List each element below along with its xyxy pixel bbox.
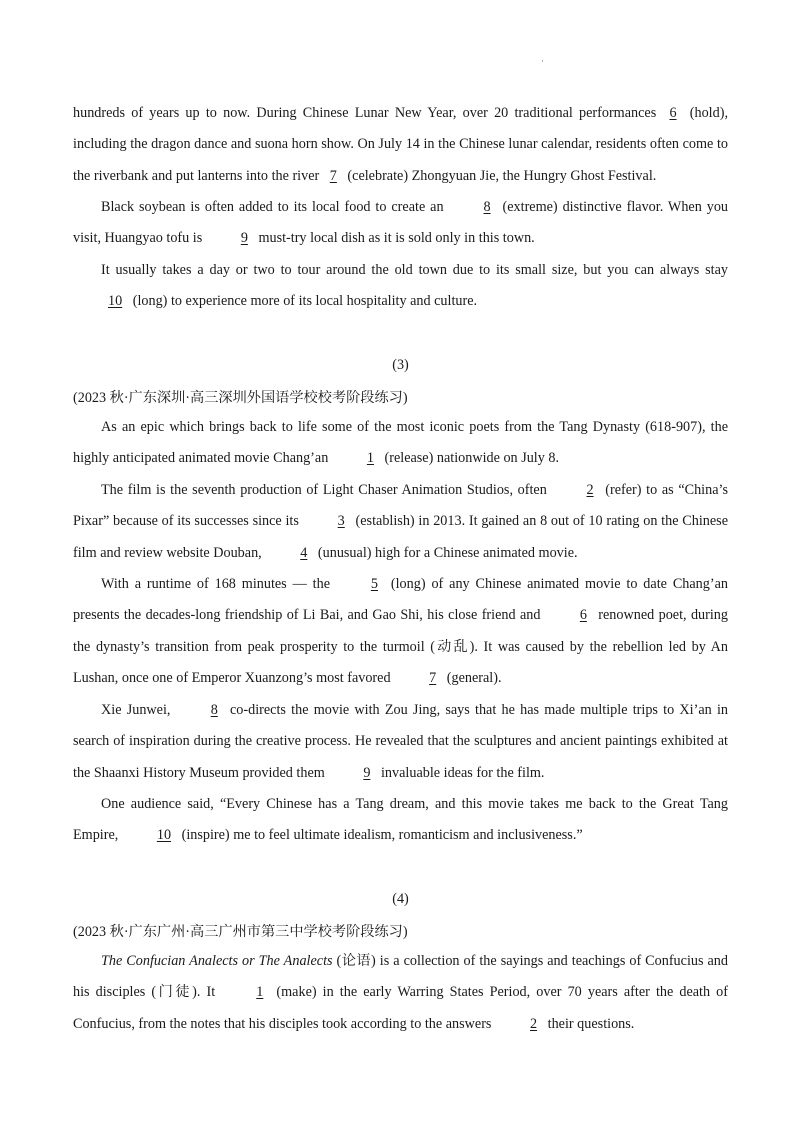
paragraph-s3-p4: Xie Junwei, 8 co-directs the movie with Zou Jing, says that he has made multiple trips to Xi’an in search of inspiration during the creative process. He revealed that the sculptures and ancient paintings exhibited at the Shaanxi History Museum provided them 9 invaluable ideas for the film. [73, 695, 728, 789]
book-title: The Confucian Analects or The Analects [101, 953, 333, 969]
blank-s3-3[interactable]: 3 [337, 513, 345, 530]
blank-s2-7[interactable]: 7 [329, 167, 337, 184]
paragraph-s2-p1: hundreds of years up to now. During Chinese Lunar New Year, over 20 traditional performances 6 (hold), including the dragon dance and suona horn show. On July 14 in the Chinese lunar calendar, residents often come to the riverbank and put lanterns into the river 7 (celebrate) Zhongyuan Jie, the Hungry Ghost Festival. [73, 98, 728, 192]
blank-s3-10[interactable]: 10 [156, 827, 172, 844]
blank-s3-1[interactable]: 1 [366, 450, 374, 467]
blank-s3-4[interactable]: 4 [300, 544, 308, 561]
section-number-3: (3) [392, 357, 409, 373]
blank-s3-2[interactable]: 2 [586, 482, 594, 498]
blank-s2-9[interactable]: 9 [240, 230, 248, 247]
paragraph-s3-p2: The film is the seventh production of Light Chaser Animation Studios, often 2 (refer) to as “China’s Pixar” because of its successes since its 3 (establish) in 2013. It gained an 8 out of 10 rating on the Chinese film and review website Douban, 4 (unusual) high for a Chinese animated movie. [73, 475, 728, 569]
paragraph-s2-p3: It usually takes a day or two to tour around the old town due to its small size, but you can always stay 10 (long) to experience more of its local hospitality and culture. [73, 255, 728, 318]
section-source-3: (2023 秋·广东深圳·高三深圳外国语学校校考阶段练习) [73, 390, 408, 406]
paragraph-s4-p1: The Confucian Analects or The Analects (论语) is a collection of the sayings and teachings of Confucius and his disciples (门徒). It 1 (make) in the early Warring States Period, over 70 years after the death of Confucius, from the notes that his disciples took according to the answers 2 their questions. [73, 946, 728, 1040]
blank-s2-6[interactable]: 6 [669, 105, 677, 121]
section-source-4: (2023 秋·广东广州·高三广州市第三中学校考阶段练习) [73, 924, 408, 940]
blank-s3-5[interactable]: 5 [370, 576, 378, 592]
blank-s4-2[interactable]: 2 [530, 1015, 538, 1032]
paragraph-s3-p5: One audience said, “Every Chinese has a Tang dream, and this movie takes me back to the Great Tang Empire, 10 (inspire) me to feel ultimate idealism, romanticism and inclusiveness.” [73, 789, 728, 852]
blank-s4-1[interactable]: 1 [256, 984, 264, 1001]
blank-s3-7[interactable]: 7 [429, 669, 437, 686]
blank-s3-6[interactable]: 6 [579, 607, 587, 624]
blank-s2-10[interactable]: 10 [108, 293, 123, 310]
blank-s2-8[interactable]: 8 [483, 199, 491, 215]
section-number-4: (4) [392, 891, 409, 907]
paragraph-s3-p1: As an epic which brings back to life some of the most iconic poets from the Tang Dynasty (618-907), the highly anticipated animated movie Chang’an 1 (release) nationwide on July 8. [73, 412, 728, 475]
page-top-mark: · [541, 56, 544, 66]
paragraph-s2-p2: Black soybean is often added to its local food to create an 8 (extreme) distinctive flavor. When you visit, Huangyao tofu is 9 must-try local dish as it is sold only in this town. [73, 192, 728, 255]
blank-s3-8[interactable]: 8 [210, 702, 218, 718]
blank-s3-9[interactable]: 9 [363, 764, 371, 781]
paragraph-s3-p3: With a runtime of 168 minutes — the 5 (long) of any Chinese animated movie to date Chang’an presents the decades-long friendship of Li Bai, and Gao Shi, his close friend and 6 renowned poet, during the dynasty’s transition from peak prosperity to the turmoil (动乱). It was caused by the rebellion led by An Lushan, once one of Emperor Xuanzong’s most favored 7 (general). [73, 569, 728, 694]
